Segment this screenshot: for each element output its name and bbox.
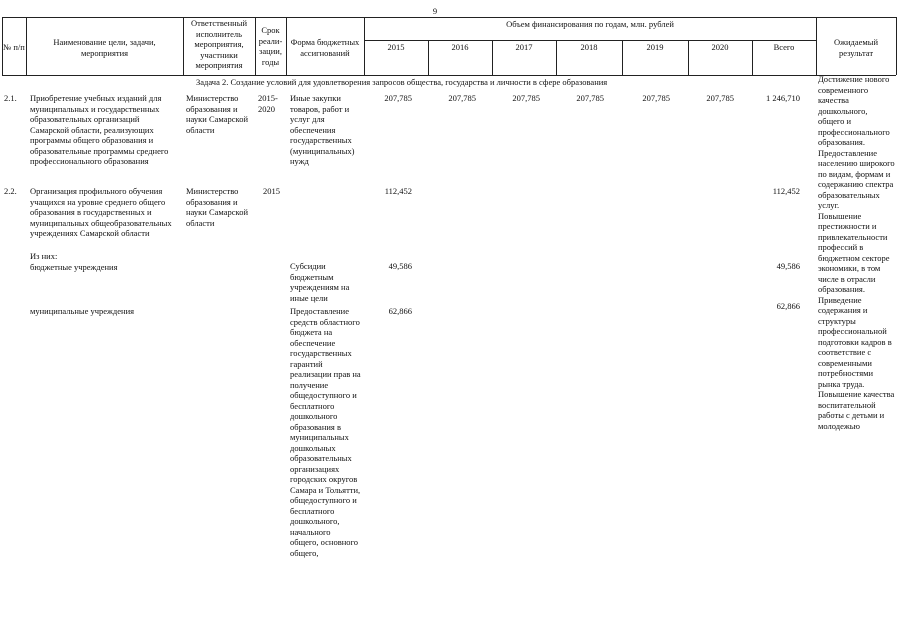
row-term: 2015- 2020 [258, 93, 278, 114]
header-year-2017: 2017 [515, 42, 533, 52]
cell-2016: 207,785 [448, 93, 476, 103]
cell-total: 62,866 [776, 301, 800, 311]
cell-2015: 49,586 [388, 261, 412, 271]
header-form: Форма бюджетных ассигнований [290, 37, 360, 58]
header-term: Срок реали- зации, годы [258, 25, 283, 67]
header-bottom-border [2, 75, 896, 76]
header-year-2020: 2020 [711, 42, 729, 52]
row-executor: Министерство образования и науки Самарской области [186, 93, 248, 135]
cell-total: 112,452 [772, 186, 800, 196]
header-executor: Ответственный исполнитель мероприятия, участники мероприятия [191, 18, 247, 70]
col-border [896, 17, 897, 75]
header-result: Ожидаемый результат [833, 37, 879, 58]
header-num: № п/п [3, 42, 25, 52]
page-number: 9 [432, 6, 438, 16]
cell-total: 1 246,710 [766, 93, 800, 103]
cell-2015: 207,785 [384, 93, 412, 103]
cell-2020: 207,785 [706, 93, 734, 103]
cell-2018: 207,785 [576, 93, 604, 103]
funding-subheader-border [364, 40, 816, 41]
expected-result: Достижение нового современного качества дошкольного, общего и профессионального образования. Предоставление населению широкого по видам, формам и содержанию спектра образовательных услуг. Повышение престижности и привлекательности профессий в бюджетном секторе экономики, в том числе в отрасли образования. Приведение содержания и структуры профессиональной подготовки кадров в соответствие с современными потребностями рынка труда. Повышение качества воспитательной работы с детьми и молодежью [818, 74, 895, 431]
row-executor: Министерство образования и науки Самарской области [186, 186, 248, 228]
row-number: 2.1. [4, 93, 17, 103]
row-name: муниципальные учреждения [30, 306, 135, 316]
row-form: Предоставление средств областного бюджета на обеспечение государственных гарантий реализации прав на получение общедоступного и бесплатного дошкольного образования в муниципальных дошкольных образовательных организациях городских округов Самара и Тольятти, общедоступного и бесплатного дошкольного, начального общего, основного общего, [290, 306, 361, 558]
header-year-2018: 2018 [580, 42, 598, 52]
task-row: Задача 2. Создание условий для удовлетворения запросов общества, государства и личности в сфере образования [196, 77, 608, 87]
row-name: Организация профильного обучения учащихся на уровне среднего общего образования в государственных и муниципальных общеобразовательных учреждениях Самарской области [30, 186, 172, 238]
header-total: Всего [773, 42, 795, 52]
row-form: Иные закупки товаров, работ и услуг для обеспечения государственных (муниципальных) нужд [290, 93, 355, 166]
cell-2017: 207,785 [512, 93, 540, 103]
table-top-border [2, 17, 896, 18]
row-name: Из них: бюджетные учреждения [30, 251, 118, 272]
row-number: 2.2. [4, 186, 17, 196]
cell-2015: 112,452 [384, 186, 412, 196]
header-year-2016: 2016 [451, 42, 469, 52]
row-term: 2015 [263, 186, 280, 196]
cell-total: 49,586 [776, 261, 800, 271]
row-name: Приобретение учебных изданий для муниципальных и государственных образовательных организаций Самарской области, реализующих программы общего образования и образовательные программы среднего профессионального образования [30, 93, 169, 166]
row-form: Субсидии бюджетным учреждениям на иные цели [290, 261, 350, 303]
header-funding: Объем финансирования по годам, млн. рублей [506, 19, 674, 29]
header-year-2015: 2015 [387, 42, 405, 52]
cell-2019: 207,785 [642, 93, 670, 103]
cell-2015: 62,866 [388, 306, 412, 316]
header-year-2019: 2019 [646, 42, 664, 52]
header-name: Наименование цели, задачи, мероприятия [53, 37, 156, 58]
